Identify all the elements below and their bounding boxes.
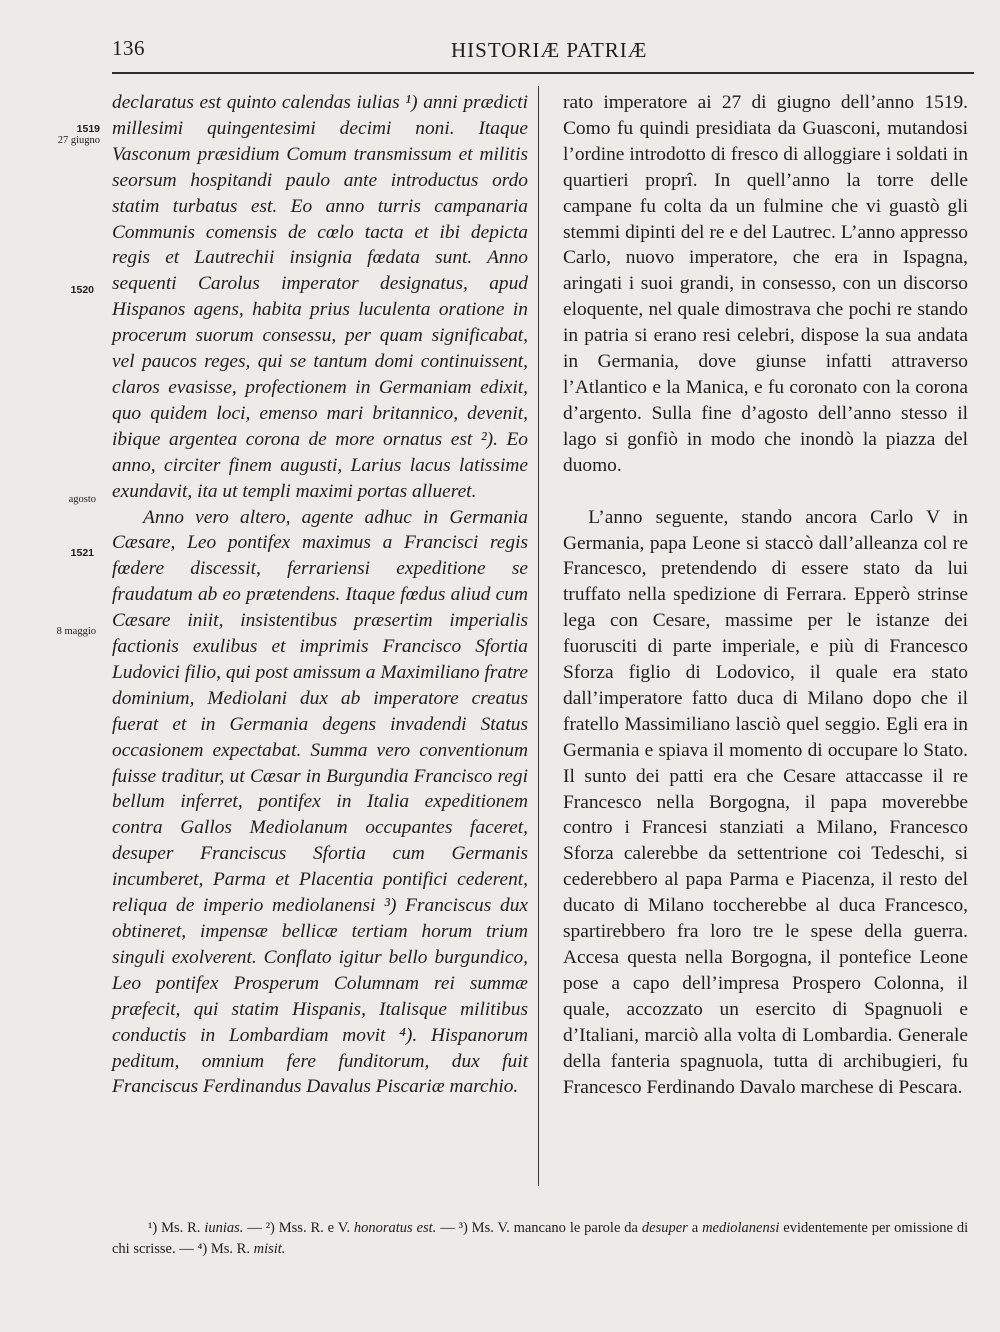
italian-paragraph-1: rato imperatore ai 27 di giugno dell’anno 1519. Como fu quindi presidiata da Guasconi, mutandosi l’ordine introdotto di fresco di alloggiare i soldati in quartieri proprî. In quell’anno la torre delle campane fu colta da un fulmine che vi guastò gli stemmi dipinti del re e del Lautrec. L’anno appresso Carlo, nuovo imperatore, che era in Ispagna, aringati i suoi grandi, in consesso, con un discorso eloquente, nel quale dimostrava che pochi re stando in patria si erano resi celebri, dispose la sua andata in Germania, dove giunse infatti attraverso l’Atlantico e la Manica, e fu coronato con la corona d’argento. Sulla fine d’agosto dell’anno stesso il lago si gonfiò in modo che inondò la piazza del duomo. — [563, 92, 968, 476]
header-rule — [112, 72, 974, 74]
italian-column — [563, 90, 968, 1100]
page-number: 136 — [112, 36, 145, 60]
marginal-year: 1519 — [76, 123, 100, 135]
marginal-1521: 1521 — [70, 547, 94, 559]
latin-column — [112, 90, 528, 1100]
latin-paragraph-1: declaratus est quinto calendas iulias ¹) anni prædicti millesimi quingentesimi decimi noni. Itaque Vasconum præsidium Comum transmissum et militis seorsum hospitandi paulo ante introductus ordo statim turbatus est. Eo anno turris campanaria Communis comensis de cœlo tacta et ibi depicta regis et Lautrechii insignia fœdata sunt. Anno sequenti Carolus imperator designatus, apud Hispanos agens, habita prius luculenta oratione in procerum suorum consessu, per quam significabat, vel paucos reges, qui se tantum domi continuissent, claros evasisse, profectionem in Germaniam edixit, quo quidem loci, emenso mari britannico, devenit, ibique argentea corona de more ornatus est ²). Eo anno, circiter finem augusti, Larius lacus latissime exundavit, ita ut templi maximi portas allueret. — [112, 92, 528, 502]
footnote-3-rest: evidentemente per omissione di chi scrisse. — ⁴) Ms. R. — [112, 1220, 969, 1257]
footnote-1-variant: iunias. — [204, 1220, 244, 1236]
marginal-1519 — [40, 123, 100, 147]
footnote-2-variant: honoratus est. — [353, 1220, 437, 1236]
footnote-3-word1: desuper — [641, 1220, 688, 1236]
latin-paragraph-2: Anno vero altero, agente adhuc in Germania Cæsare, Leo pontifex maximus a Francisci regis fœdere discessit, ferrariensi expeditione se fraudatum ab eo prætendens. Itaque fœdus aliud cum Cæsare iniit, insistentibus præsertim imperialis factionis exulibus et imprimis Francisco Sfortia Ludovici filio, qui post amissum a Maximiliano fratre dominium, Mediolani dux ab imperatore creatus fuerat et in Germania degens invadendi Status occasionem expectabat. Summa vero conventionum fuisse traditur, ut Cæsar in Burgundia Francisco regi bellum inferret, pontifex in Italia expeditionem contra Gallos Mediolanum occupantes faceret, desuper Franciscus Sfortia cum Germanis incumberet, Parma et Placentia pontifici cederent, reliqua de imperio mediolanensi ³) Franciscus dux obtineret, impensæ bellicæ tertiam horum trium singuli exolverent. Conflato igitur bello burgundico, Leo pontifex Prosperum Columnam rei summæ præfecit, qui statim Hispanis, Italisque militibus conductis in Lombardiam movit ⁴). Hispanorum peditum, omnium fere funditorum, dux fuit Franciscus Ferdinandus Davalus Piscariæ marchio. — [112, 506, 528, 1098]
footnote-1-mark: ¹) Ms. R. — [148, 1220, 201, 1236]
footnote-4-variant: misit. — [253, 1241, 286, 1257]
footnote-2-mark: — ²) Mss. R. e V. — [247, 1220, 350, 1236]
marginal-maggio: 8 maggio — [56, 626, 96, 637]
footnote-3-a: a — [691, 1220, 699, 1236]
running-title: HISTORIÆ PATRIÆ — [451, 38, 648, 62]
marginal-agosto: agosto — [68, 494, 96, 505]
footnote-3-mark: — ³) Ms. V. mancano le parole da — [440, 1220, 638, 1236]
footnote-3-word2: mediolanensi — [702, 1220, 780, 1236]
marginal-date: 27 giugno — [57, 135, 100, 146]
footnotes — [112, 1218, 968, 1260]
footnote-text — [112, 1218, 968, 1260]
column-divider — [538, 86, 539, 1186]
marginal-1520: 1520 — [70, 284, 94, 296]
italian-paragraph-2: L’anno seguente, stando ancora Carlo V in Germania, papa Leone si staccò dall’alleanza col re Francesco, pretendendo di essere stato da lui truffato nella spedizione di Ferrara. Epperò strinse lega con Cesare, massime per le istanze dei fuorusciti di parte imperiale, e più di Francesco Sforza figlio di Lodovico, il quale era stato dall’imperatore fatto duca di Milano dopo che il fratello Massimiliano lasciò quel seggio. Egli era in Germania e spiava il momento di occupare lo Stato. Il sunto dei patti era che Cesare attaccasse il re Francesco nella Borgogna, il papa moverebbe contro i Francesi stanziati a Milano, Francesco Sforza calerebbe da settentrione coi Tedeschi, si cederebbero al papa Parma e Piacenza, il resto del ducato di Milano toccherebbe al duca Francesco, spartirebbero fra loro tre le spese della guerra. Accesa questa nella Borgogna, il pontefice Leone pose a capo dell’impresa Prospero Colonna, il quale, accozzato un esercito di Spagnuoli e d’Italiani, marciò alla volta di Lombardia. Generale della fanteria spagnuola, tutta di archibugieri, fu Francesco Ferdinando Davalo marchese di Pescara. — [563, 506, 968, 1098]
